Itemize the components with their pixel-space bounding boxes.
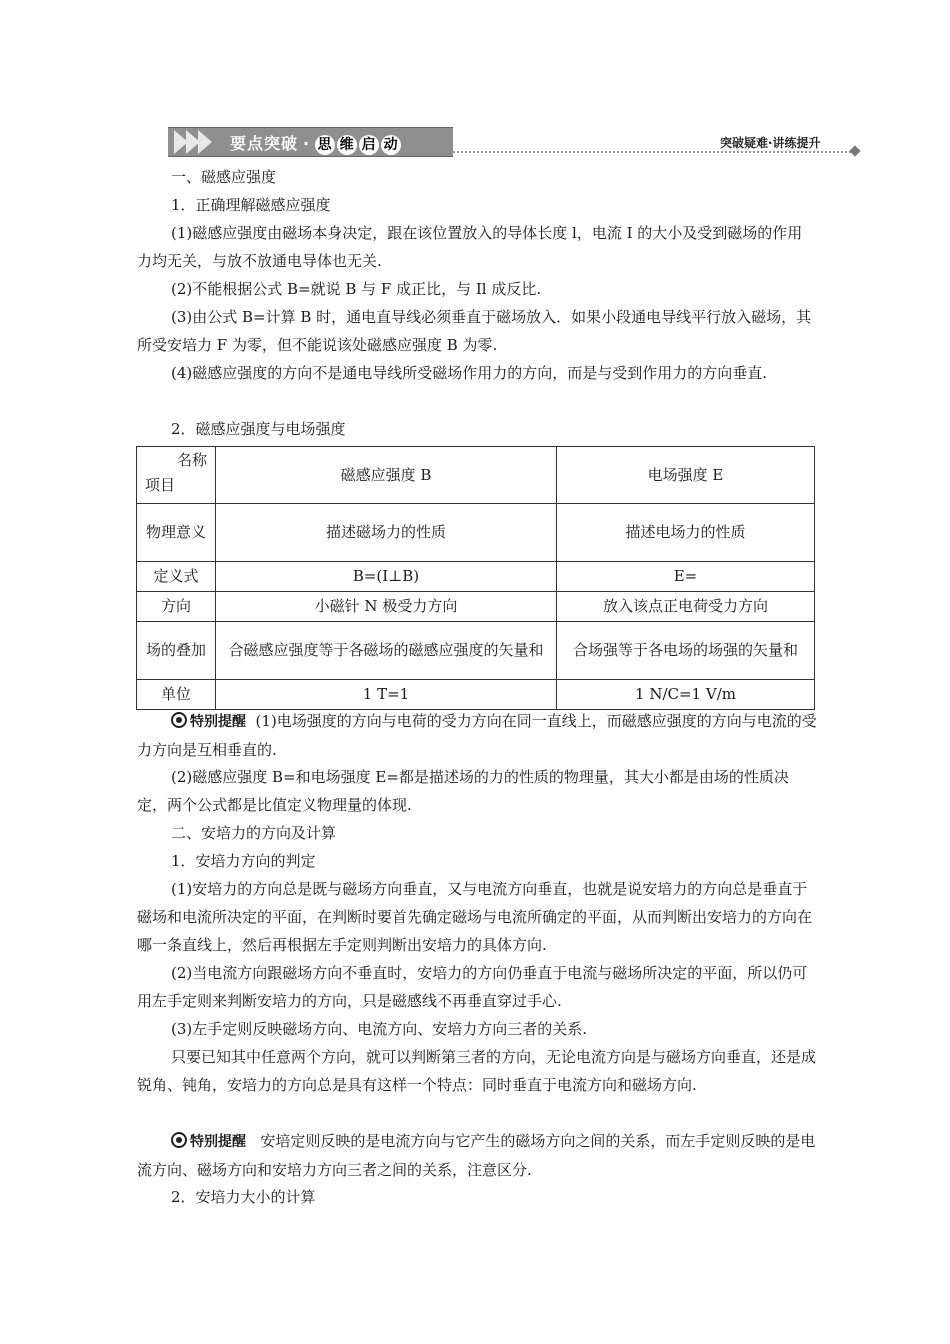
subsection-heading: 1．安培力方向的判定 [171, 852, 316, 870]
chevron-right-icon [198, 130, 212, 154]
tip-icon [171, 712, 187, 728]
cell-e: 1 N/C=1 V/m [557, 680, 815, 710]
banner-char: 动 [381, 135, 401, 155]
cell-b: 1 T=1 [216, 680, 557, 710]
paragraph: (3)由公式 B=计算 B 时，通电直导线必须垂直于磁场放入．如果小段通电导线平行放入磁场，其所受安培力 F 为零，但不能说该处磁感应强度 B 为零. [137, 308, 812, 354]
row-label: 方向 [137, 592, 216, 622]
row-label: 物理意义 [137, 504, 216, 562]
paragraph: (1)安培力的方向总是既与磁场方向垂直，又与电流方向垂直，也就是说安培力的方向总是垂直于磁场和电流所决定的平面，在判断时要首先确定磁场与电流所确定的平面，从而判断出安培力的方向在哪一条直线上，然后再根据左手定则判断出安培力的具体方向. [137, 880, 813, 954]
banner-subtitle: 突破疑难·讲练提升 [720, 136, 821, 150]
banner-char: 维 [337, 135, 357, 155]
cell-e: 合场强等于各电场的场强的矢量和 [557, 622, 815, 680]
table-header-b: 磁感应强度 B [216, 447, 557, 504]
banner-char: 思 [315, 135, 335, 155]
table-header-row [137, 447, 815, 504]
paragraph: (1)磁感应强度由磁场本身决定，跟在该位置放入的导体长度 l，电流 I 的大小及受到磁场的作用力均无关，与放不放通电导体也无关. [137, 224, 803, 270]
subsection-heading: 2．磁感应强度与电场强度 [171, 420, 346, 438]
cell-b: 小磁针 N 极受力方向 [216, 592, 557, 622]
subsection-heading: 1．正确理解磁感应强度 [171, 196, 331, 214]
section-banner [168, 127, 868, 157]
row-label: 定义式 [137, 562, 216, 592]
table-row [137, 622, 815, 680]
tip-icon [171, 1132, 187, 1148]
paragraph: (2)磁感应强度 B=和电场强度 E=都是描述场的力的性质的物理量，其大小都是由场的性质决定，两个公式都是比值定义物理量的体现. [137, 768, 789, 814]
cell-e: E= [557, 562, 815, 592]
table-header-e: 电场强度 E [557, 447, 815, 504]
banner-bar [168, 127, 453, 157]
table-row [137, 562, 815, 592]
cell-e: 放入该点正电荷受力方向 [557, 592, 815, 622]
section-heading: 一、磁感应强度 [171, 168, 277, 186]
table-row [137, 592, 815, 622]
banner-char: 启 [359, 135, 379, 155]
paragraph: (3)左手定则反映磁场方向、电流方向、安培力方向三者的关系. [171, 1020, 588, 1038]
paragraph: (4)磁感应强度的方向不是通电导线所受磁场作用力的方向，而是与受到作用力的方向垂直. [171, 364, 768, 382]
tip-label: 特别提醒 [190, 714, 246, 730]
paragraph: (2)不能根据公式 B=就说 B 与 F 成正比，与 Il 成反比. [171, 280, 542, 298]
subsection-heading: 2．安培力大小的计算 [171, 1188, 316, 1206]
paragraph: (2)当电流方向跟磁场方向不垂直时，安培力的方向仍垂直于电流与磁场所决定的平面，所以仍可用左手定则来判断安培力的方向，只是磁感线不再垂直穿过手心. [137, 964, 808, 1010]
cell-b: 描述磁场力的性质 [216, 504, 557, 562]
table-row [137, 680, 815, 710]
table-row [137, 504, 815, 562]
cell-e: 描述电场力的性质 [557, 504, 815, 562]
banner-title: 要点突破 · 思 维 启 动 [230, 131, 403, 155]
section-heading: 二、安培力的方向及计算 [171, 824, 337, 842]
table-corner-cell: 名称 项目 [137, 447, 216, 504]
cell-b: 合磁感应强度等于各磁场的磁感应强度的矢量和 [216, 622, 557, 680]
paragraph: 只要已知其中任意两个方向，就可以判断第三者的方向，无论电流方向是与磁场方向垂直，还是成锐角、钝角，安培力的方向总是具有这样一个特点：同时垂直于电流方向和磁场方向. [137, 1048, 817, 1094]
cell-b: B=(I⊥B) [216, 562, 557, 592]
tip-paragraph: 特别提醒 (1)电场强度的方向与电荷的受力方向在同一直线上，而磁感应强度的方向与电流的受力方向是互相垂直的. [137, 712, 817, 759]
diamond-icon [849, 145, 860, 156]
row-label: 场的叠加 [137, 622, 216, 680]
banner-dotted-line [453, 151, 855, 153]
row-label: 单位 [137, 680, 216, 710]
tip-paragraph: 特别提醒 安培定则反映的是电流方向与它产生的磁场方向之间的关系，而左手定则反映的是电流方向、磁场方向和安培力方向三者之间的关系，注意区分. [137, 1132, 816, 1179]
tip-label: 特别提醒 [190, 1134, 246, 1150]
comparison-table [136, 446, 815, 710]
